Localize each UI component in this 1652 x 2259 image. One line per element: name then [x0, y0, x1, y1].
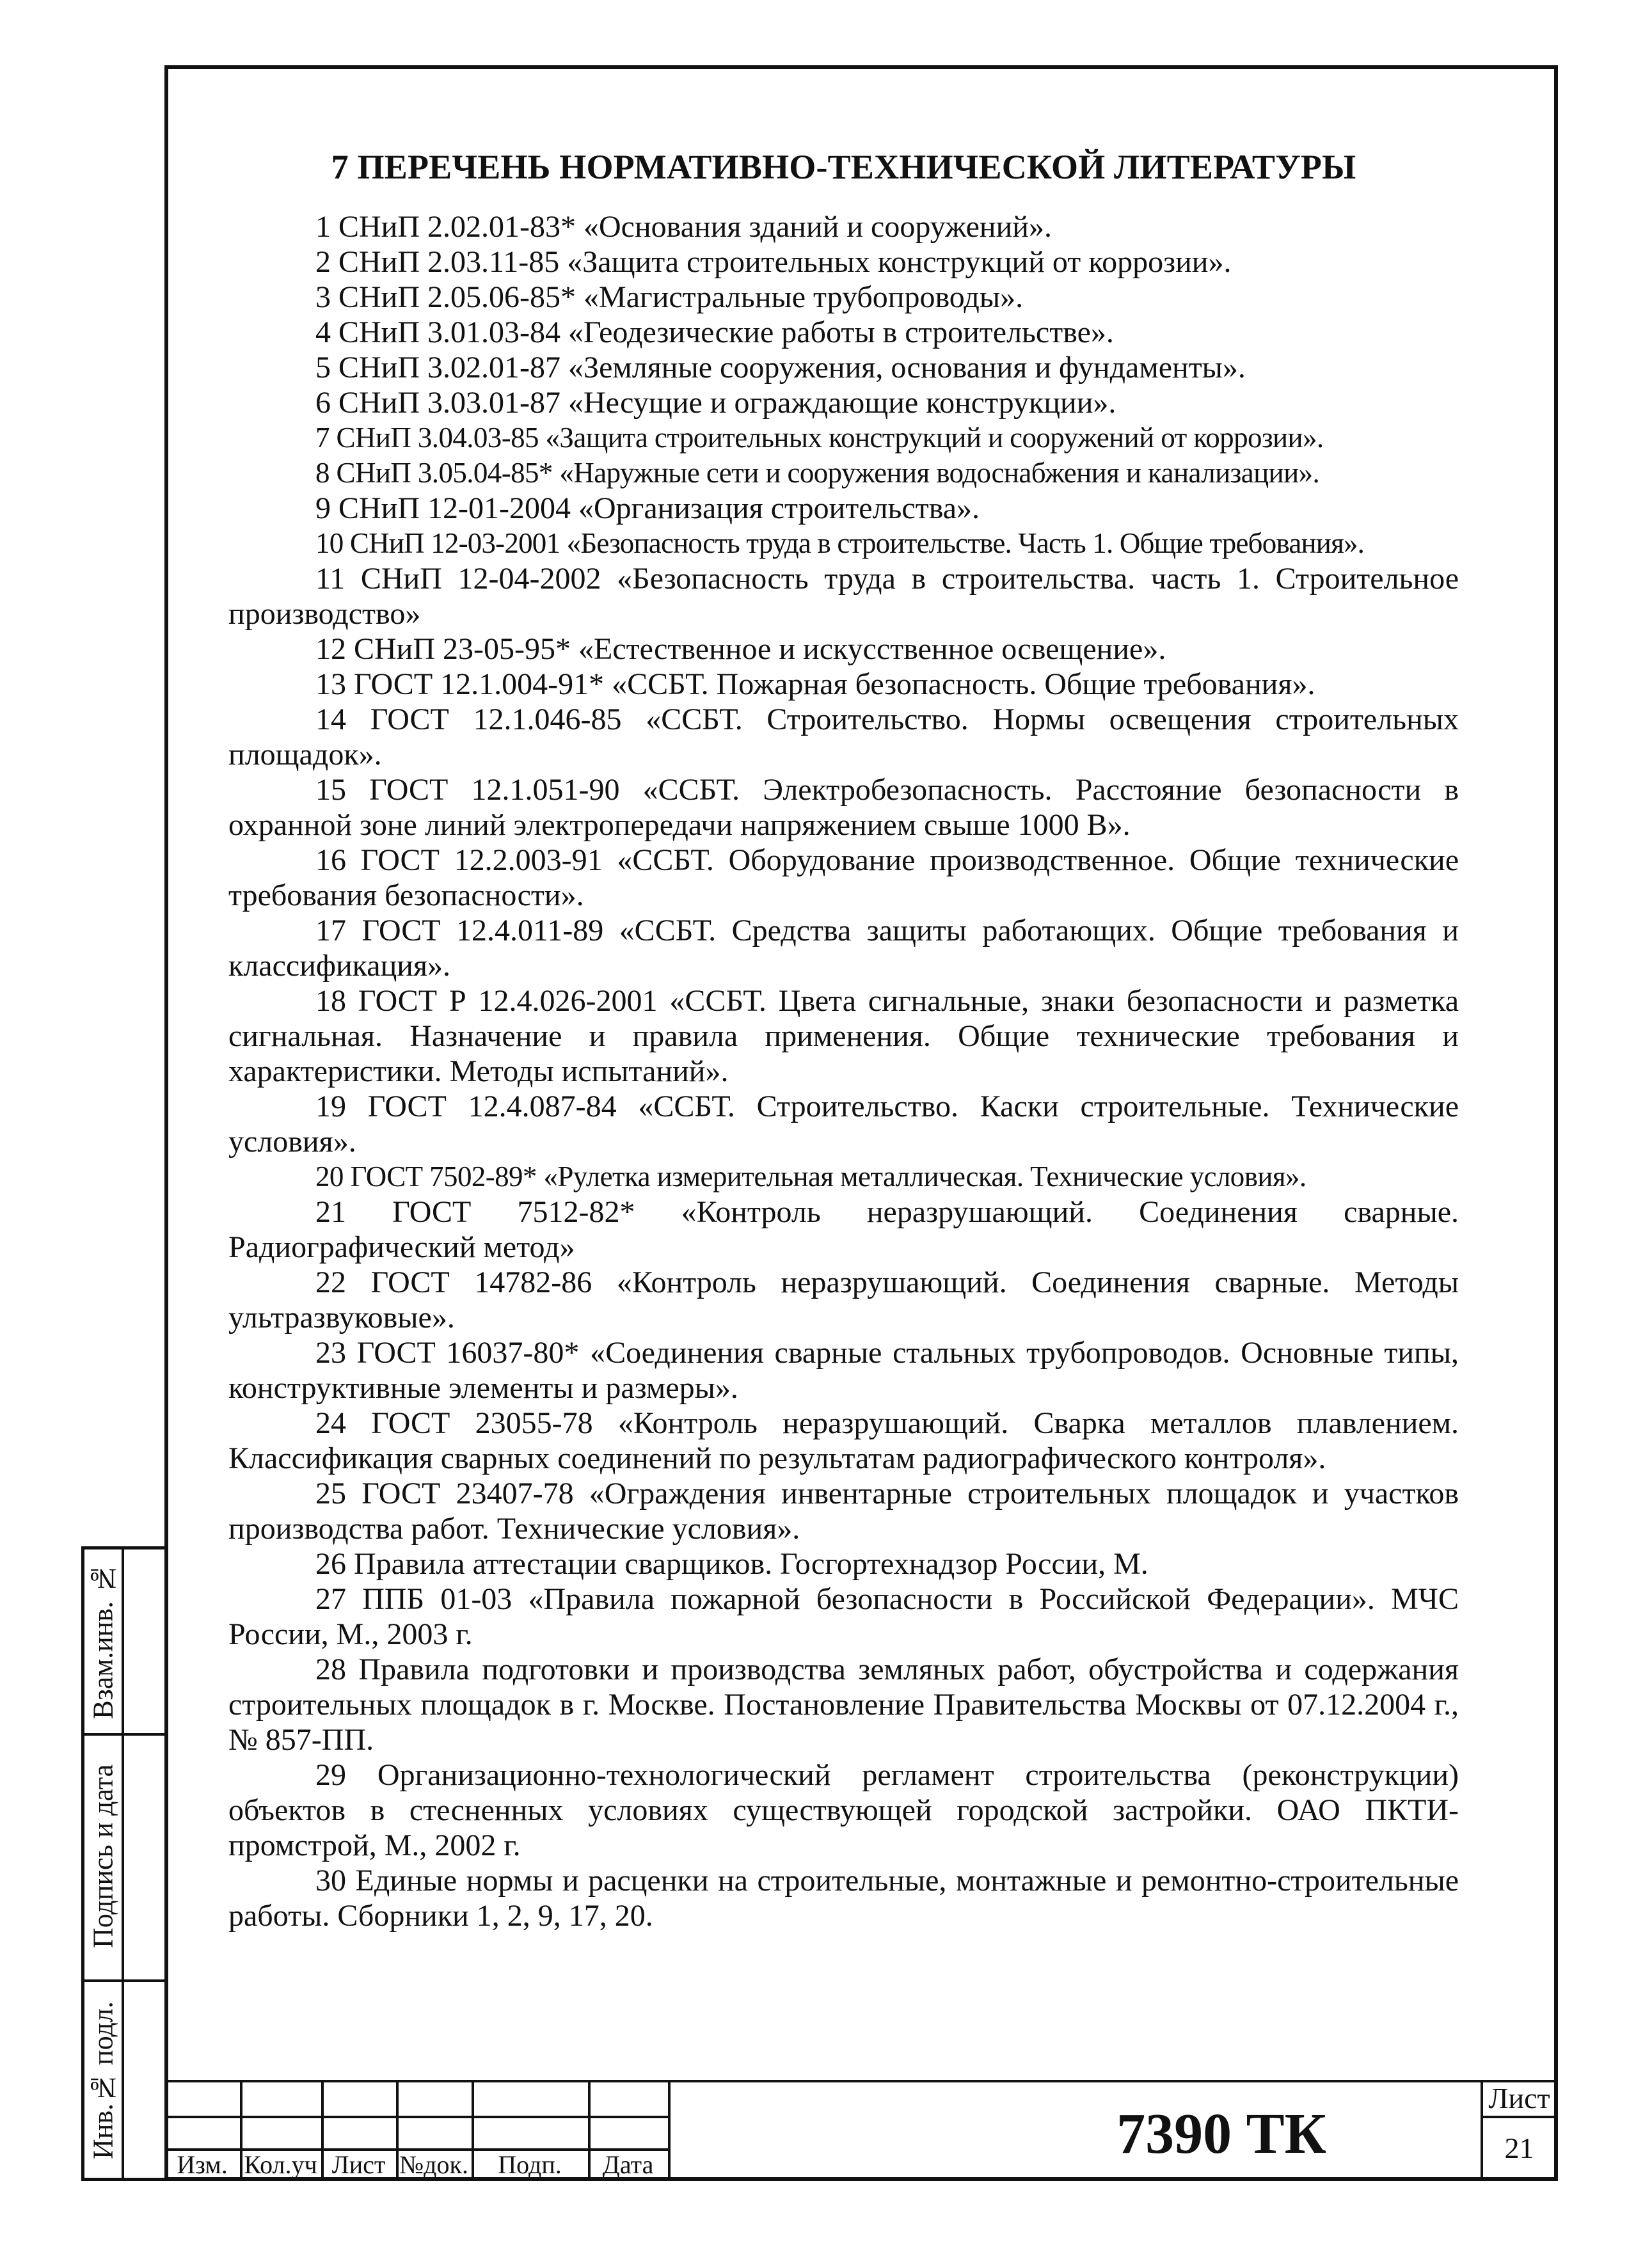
list-item: 8 СНиП 3.05.04-85* «Наружные сети и сооружения водоснабжения и канализации».	[315, 457, 1320, 489]
list-item: 13 ГОСТ 12.1.004-91* «ССБТ. Пожарная безопасность. Общие требования».	[315, 667, 1315, 701]
list-item: 11 СНиП 12-04-2002 «Безопасность труда в строительства. часть 1. Строительное производство»	[228, 562, 1459, 631]
list-item: 22 ГОСТ 14782-86 «Контроль неразрушающий. Соединения сварные. Методы ультразвуковые».	[228, 1265, 1459, 1335]
list-item: 5 СНиП 3.02.01-87 «Земляные сооружения, основания и фундаменты».	[315, 351, 1246, 384]
list-item: 25 ГОСТ 23407-78 «Ограждения инвентарные строительных площадок и участков производства работ. Технические условия».	[228, 1477, 1459, 1546]
list-item: 24 ГОСТ 23055-78 «Контроль неразрушающий. Сварка металлов плавлением. Классификация сварных соединений по результатам радиографического контроля».	[228, 1406, 1459, 1475]
sheet-label: Лист	[1488, 2082, 1550, 2114]
section-title: 7 ПЕРЕЧЕНЬ НОРМАТИВНО-ТЕХНИЧЕСКОЙ ЛИТЕРАТУРЫ	[331, 148, 1356, 186]
list-item: 27 ППБ 01-03 «Правила пожарной безопасности в Российской Федерации». МЧС России, М., 2003 г.	[228, 1582, 1459, 1651]
col-header-sheet: Лист	[331, 2150, 386, 2179]
list-item: 7 СНиП 3.04.03-85 «Защита строительных конструкций и сооружений от коррозии».	[315, 422, 1324, 454]
list-item: 21 ГОСТ 7512-82* «Контроль неразрушающий. Соединения сварные. Радиографический метод»	[228, 1195, 1459, 1264]
list-item: 17 ГОСТ 12.4.011-89 «ССБТ. Средства защиты работающих. Общие требования и классификация».	[228, 914, 1459, 983]
list-item: 30 Единые нормы и расценки на строительные, монтажные и ремонтно-строительные работы. Сборники 1, 2, 9, 17, 20.	[228, 1864, 1459, 1933]
list-item: 23 ГОСТ 16037-80* «Соединения сварные стальных трубопроводов. Основные типы, конструктивные элементы и размеры».	[228, 1336, 1459, 1405]
list-item: 20 ГОСТ 7502-89* «Рулетка измерительная металлическая. Технические условия».	[315, 1161, 1307, 1193]
title-block	[164, 2080, 1558, 2181]
side-label-original-inv: Инв.№ подл.	[87, 2001, 119, 2159]
list-item: 1 СНиП 2.02.01-83* «Основания зданий и сооружений».	[315, 210, 1052, 244]
list-item: 28 Правила подготовки и производства земляных работ, обустройства и содержания строительных площадок в г. Москве. Постановление Правительства Москвы от 07.12.2004 г., № 857-ПП.	[228, 1653, 1459, 1757]
list-item: 29 Организационно-технологический регламент строительства (реконструкции) объектов в стесненных условиях существующей городской застройки. ОАО ПКТИ-промстрой, М., 2002 г.	[228, 1758, 1459, 1862]
list-item: 6 СНиП 3.03.01-87 «Несущие и ограждающие конструкции».	[315, 386, 1116, 420]
list-item: 15 ГОСТ 12.1.051-90 «ССБТ. Электробезопасность. Расстояние безопасности в охранной зоне линий электропередачи напряжением свыше 1000 В».	[228, 773, 1459, 842]
list-item: 18 ГОСТ Р 12.4.026-2001 «ССБТ. Цвета сигнальные, знаки безопасности и разметка сигнальная. Назначение и правила применения. Общие технические требования и характеристики. Методы испытаний».	[228, 984, 1459, 1088]
col-header-change: Изм.	[177, 2150, 228, 2179]
col-header-date: Дата	[602, 2150, 654, 2179]
col-header-count: Кол.уч	[244, 2150, 317, 2179]
list-item: 14 ГОСТ 12.1.046-85 «ССБТ. Строительство. Нормы освещения строительных площадок».	[228, 702, 1459, 772]
list-item: 19 ГОСТ 12.4.087-84 «ССБТ. Строительство. Каски строительные. Технические условия».	[228, 1090, 1459, 1159]
list-item: 2 СНиП 2.03.11-85 «Защита строительных конструкций от коррозии».	[315, 245, 1232, 279]
list-item: 9 СНиП 12-01-2004 «Организация строительства».	[315, 491, 980, 525]
list-item: 12 СНиП 23-05-95* «Естественное и искусственное освещение».	[315, 632, 1166, 666]
list-item: 3 СНиП 2.05.06-85* «Магистральные трубопроводы».	[315, 280, 1024, 314]
document-code: 7390 ТК	[1116, 2102, 1326, 2166]
list-item: 4 СНиП 3.01.03-84 «Геодезические работы в строительстве».	[315, 315, 1114, 349]
side-label-replaced-inv: Взам.инв. №	[87, 1563, 119, 1720]
list-item: 10 СНиП 12-03-2001 «Безопасность труда в строительстве. Часть 1. Общие требования».	[315, 527, 1365, 559]
sheet-number: 21	[1504, 2132, 1534, 2164]
list-item: 16 ГОСТ 12.2.003-91 «ССБТ. Оборудование производственное. Общие технические требования безопасности».	[228, 843, 1459, 912]
side-label-signature-date: Подпись и дата	[87, 1764, 119, 1949]
list-item: 26 Правила аттестации сварщиков. Госгортехнадзор России, М.	[315, 1547, 1148, 1581]
col-header-signature: Подп.	[498, 2150, 562, 2179]
side-stamp	[81, 1546, 168, 2181]
col-header-doc-number: №док.	[399, 2150, 468, 2179]
